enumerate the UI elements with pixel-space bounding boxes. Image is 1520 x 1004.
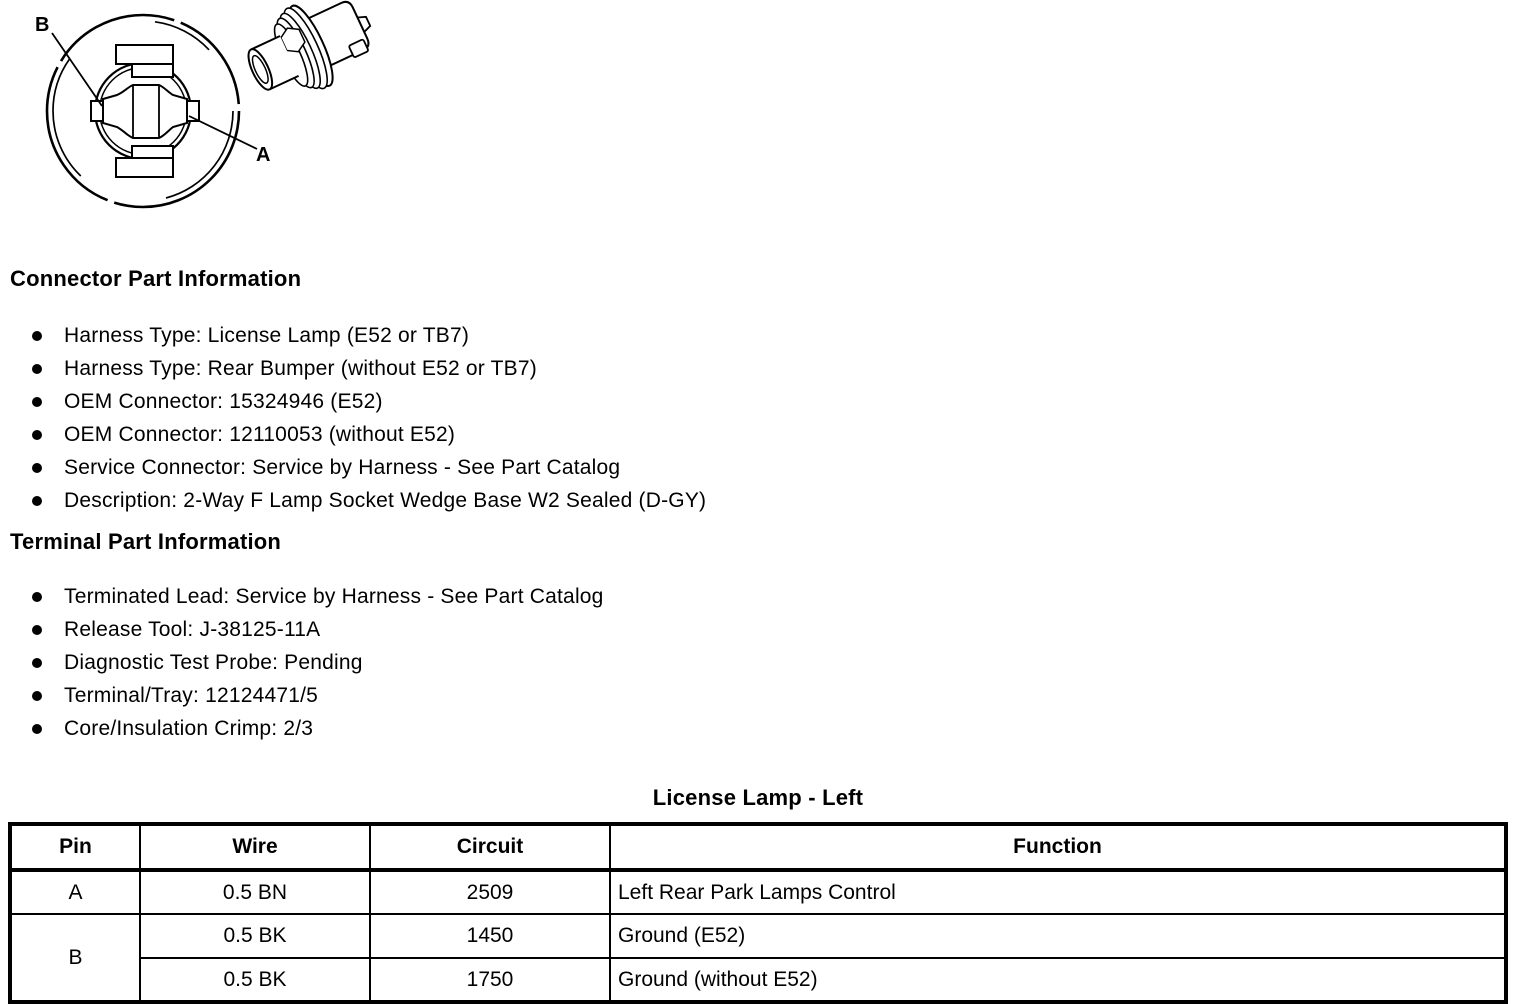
table-row [10, 914, 1506, 958]
bullet-text: Service Connector: Service by Harness - See Part Catalog [64, 455, 621, 479]
cell-circuit: 2509 [370, 870, 610, 914]
bullet-text: Terminal/Tray: 12124471/5 [64, 683, 319, 707]
cell-pin: B [10, 914, 140, 1002]
list-item [28, 418, 706, 451]
bullet-icon [32, 364, 42, 374]
cell-function: Ground (without E52) [610, 958, 1506, 1002]
cell-circuit: 1750 [370, 958, 610, 1002]
list-item [28, 484, 706, 517]
bullet-icon [32, 592, 42, 602]
list-item [28, 385, 706, 418]
bullet-text: Core/Insulation Crimp: 2/3 [64, 716, 314, 740]
list-item [28, 679, 604, 712]
list-item [28, 712, 604, 745]
list-item [28, 580, 604, 613]
cell-circuit: 1450 [370, 914, 610, 958]
connector-part-info-heading: Connector Part Information [10, 266, 302, 291]
table-row [10, 958, 1506, 1002]
bullet-text: Terminated Lead: Service by Harness - See Part Catalog [64, 584, 604, 608]
bullet-text: Harness Type: License Lamp (E52 or TB7) [64, 323, 470, 347]
connector-part-info-list [28, 319, 706, 517]
leader-line-a [189, 116, 257, 149]
list-item [28, 319, 706, 352]
bullet-icon [32, 397, 42, 407]
column-header-pin: Pin [10, 824, 140, 870]
connector-3d-view [234, 0, 385, 113]
connector-face-view [47, 15, 239, 207]
bullet-icon [32, 430, 42, 440]
list-item [28, 352, 706, 385]
terminal-part-info-list [28, 580, 604, 745]
bullet-icon [32, 724, 42, 734]
leader-line-b [52, 33, 102, 106]
bullet-icon [32, 658, 42, 668]
column-header-circuit: Circuit [370, 824, 610, 870]
bullet-text: Harness Type: Rear Bumper (without E52 or TB7) [64, 356, 537, 380]
table-row [10, 870, 1506, 914]
list-item [28, 451, 706, 484]
cell-wire: 0.5 BK [140, 914, 370, 958]
cell-function: Ground (E52) [610, 914, 1506, 958]
list-item [28, 646, 604, 679]
table-header-row [10, 824, 1506, 870]
bullet-text: Diagnostic Test Probe: Pending [64, 650, 363, 674]
pin-label-b: B [35, 14, 50, 36]
bullet-icon [32, 331, 42, 341]
bullet-text: Description: 2-Way F Lamp Socket Wedge Base W2 Sealed (D-GY) [64, 488, 707, 512]
bullet-icon [32, 463, 42, 473]
bullet-icon [32, 496, 42, 506]
column-header-function: Function [610, 824, 1506, 870]
terminal-part-info-heading: Terminal Part Information [10, 529, 282, 554]
cell-wire: 0.5 BK [140, 958, 370, 1002]
bullet-icon [32, 625, 42, 635]
pin-label-a: A [256, 144, 271, 166]
list-item [28, 613, 604, 646]
cell-function: Left Rear Park Lamps Control [610, 870, 1506, 914]
connector-diagram [0, 0, 400, 230]
bullet-text: OEM Connector: 15324946 (E52) [64, 389, 383, 413]
column-header-wire: Wire [140, 824, 370, 870]
bullet-text: Release Tool: J-38125-11A [64, 617, 321, 641]
bullet-text: OEM Connector: 12110053 (without E52) [64, 422, 456, 446]
pinout-table [8, 822, 1508, 1004]
cell-pin: A [10, 870, 140, 914]
bullet-icon [32, 691, 42, 701]
cell-wire: 0.5 BN [140, 870, 370, 914]
table-title: License Lamp - Left [652, 785, 864, 810]
